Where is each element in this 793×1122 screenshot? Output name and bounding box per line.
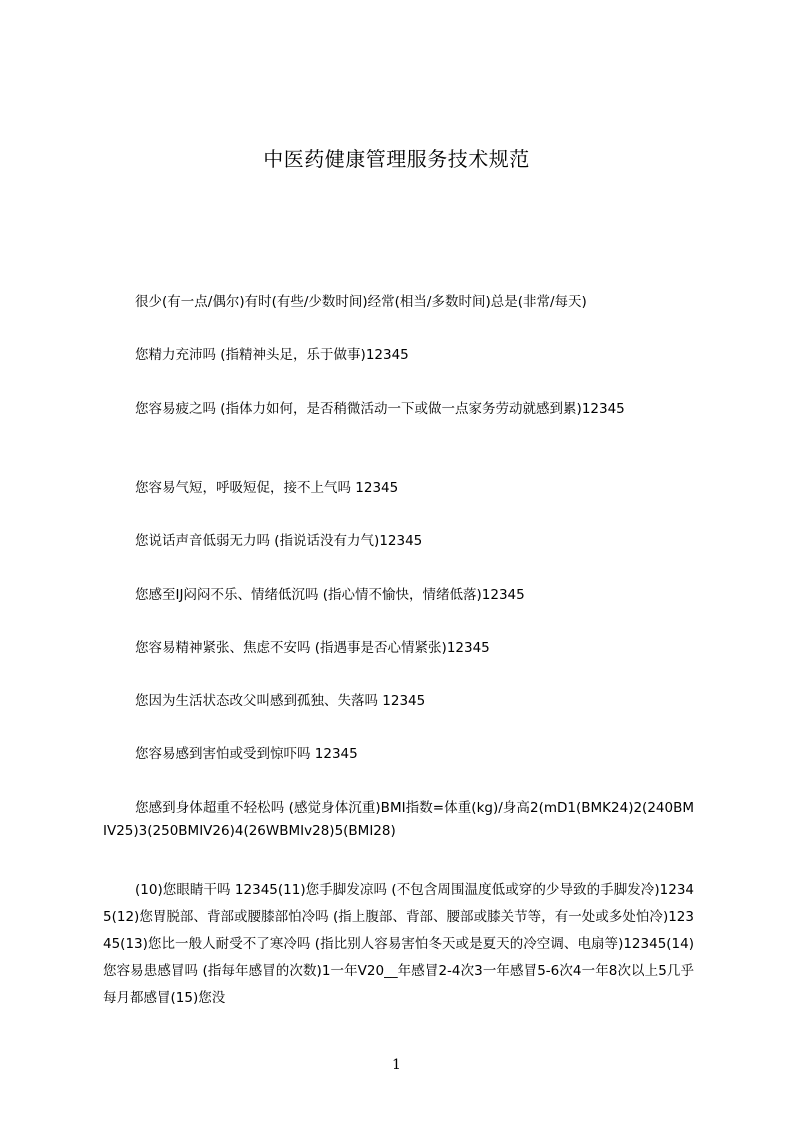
paragraph-question-1: 您精力充沛吗 (指精神头足，乐于做事)12345: [135, 347, 409, 363]
page-number: 1: [392, 1057, 401, 1073]
paragraph-questions-10-15: (10)您眼睛干吗 12345(11)您手脚发凉吗 (不包含周围温度低或穿的少导致的手脚发冷)12345(12)您胃脱部、背部或腰膝部怕冷吗 (指上腹部、背部、腰部或膝关节等，有一处或多处怕冷)12345(13)您比一般人耐受不了寒冷吗 (指比别人容易害怕冬天或是夏天的冷空调、电扇等)12345(14)您容易患感冒吗 (指每年感冒的次数)1一年V20__年感冒2-4次3一年感冒5-6次4一年8次以上5几乎每月都感冒(15)您没: [103, 882, 694, 1006]
paragraph-question-9-bmi: 您感到身体超重不轻松吗 (感觉身体沉重)BMI指数=体重(kg)/身高2(mD1(BMK24)2(240BMIV25)3(250BMIV26)4(26WBMIv28)5(BMI28): [103, 800, 694, 839]
paragraph-question-8: 您容易感到害怕或受到惊吓吗 12345: [135, 746, 358, 762]
paragraph-question-2: 您容易疲之吗 (指体力如何，是否稍微活动一下或做一点家务劳动就感到累)12345: [135, 401, 625, 417]
paragraph-question-4: 您说话声音低弱无力吗 (指说话没有力气)12345: [135, 533, 423, 549]
paragraph-question-3: 您容易气短，呼吸短促，接不上气吗 12345: [135, 480, 399, 496]
page-title: 中医药健康管理服务技术规范: [263, 147, 530, 171]
paragraph-question-5: 您感至IJ闷闷不乐、情绪低沉吗 (指心情不愉快，情绪低落)12345: [135, 587, 525, 603]
paragraph-question-6: 您容易精神紧张、焦虑不安吗 (指遇事是否心情紧张)12345: [135, 640, 490, 656]
paragraph-frequency-scale: 很少(有一点/偶尔)有时(有些/少数时间)经常(相当/多数时间)总是(非常/每天): [135, 294, 587, 310]
paragraph-question-7: 您因为生活状态改父叫感到孤独、失落吗 12345: [135, 693, 426, 709]
